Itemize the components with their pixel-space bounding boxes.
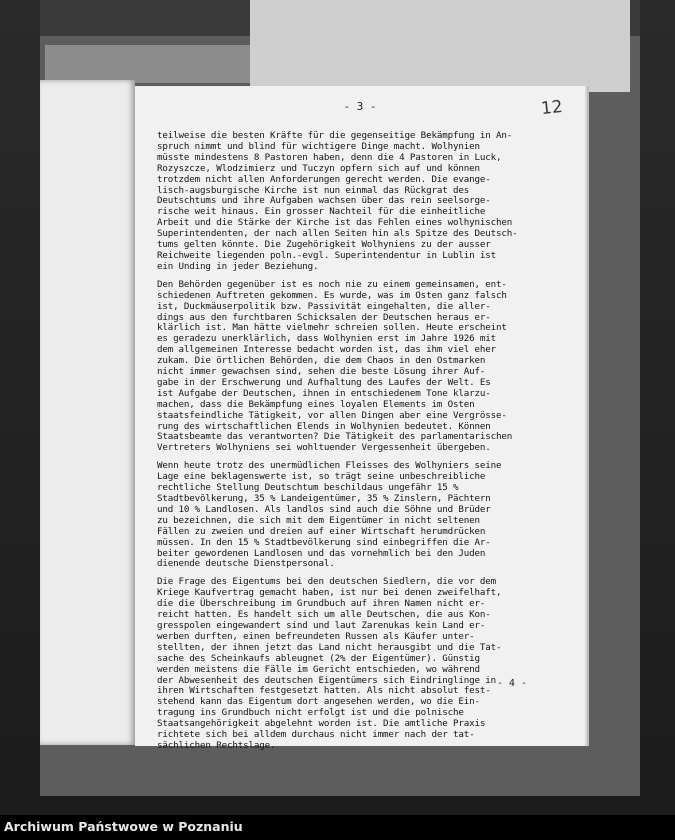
paragraph (157, 461, 577, 570)
text-line: stellten, der ihnen jetzt das Land nicht herausgibt und die Tat- (157, 641, 502, 653)
text-line: gabe in der Erschwerung und Aufhaltung des Laufes der Welt. Es (157, 376, 491, 388)
text-line: machen, dass die Bekämpfung eines loyalen Elements im Osten (157, 398, 475, 410)
text-line: rechtliche Stellung Deutschtum beschildaus ungefähr 15 % (157, 482, 459, 494)
page-text (157, 131, 577, 759)
text-line: sächlichen Rechtslage. (157, 739, 276, 751)
next-page-marker: - 4 - (496, 678, 527, 689)
text-line: zukam. Die örtlichen Behörden, die dem Chaos in den Ostmarken (157, 355, 486, 367)
text-line: Staatsbeamte das verantworten? Die Tätigkeit des parlamentarischen (157, 431, 513, 443)
text-line: werden meistens die Fälle im Gericht entschieden, wo während (157, 663, 480, 675)
text-line: rische weit hinaus. Ein grosser Nachteil für die einheitliche (157, 206, 486, 218)
text-line: trotzdem nicht allen Anforderungen gerecht werden. Die evange- (157, 173, 491, 185)
text-line: Superintendenten, der nach allen Seiten hin als Spitze des Deutsch- (157, 228, 518, 240)
text-line: Wenn heute trotz des unermüdlichen Fleisses des Wolhyniers seine (157, 460, 502, 472)
underlying-sheet (250, 0, 630, 92)
text-line: ist Aufgabe der Deutschen, ihnen in entschiedenem Tone klarzu- (157, 387, 491, 399)
text-line: Lage eine beklagenswerte ist, so trägt seine unbeschreibliche (157, 471, 486, 483)
text-line: reicht hatten. Es handelt sich um alle Deutschen, die aus Kon- (157, 609, 491, 621)
text-line: zu bezeichnen, die sich mit dem Eigentümer in nicht seltenen (157, 514, 480, 526)
text-line: Deutschtums und ihre Aufgaben wachsen über das rein seelsorge- (157, 195, 491, 207)
document-page (135, 86, 585, 751)
archive-name: Archiwum Państwowe w Poznaniu (4, 819, 243, 834)
text-line: Staatsangehörigkeit abgelehnt worden ist. Die amtliche Praxis (157, 718, 486, 730)
text-line: und 10 % Landlosen. Als landlos sind auch die Söhne und Brüder (157, 503, 491, 515)
text-line: Stadtbevölkerung, 35 % Landeigentümer, 35 % Zinslern, Pächtern (157, 493, 491, 504)
text-line: es geradezu unerklärlich, dass Wolhynien erst im Jahre 1926 mit (157, 333, 497, 345)
text-line: Kriege Kaufvertrag gemacht haben, ist nur bei denen zweifelhaft, (157, 587, 502, 599)
text-line: dem allgemeinen Interesse bedacht worden ist, das ihm viel eher (157, 344, 497, 356)
text-line: spruch nimmt und blind für wichtigere Dinge macht. Wolhynien (157, 140, 480, 152)
text-line: schiedenen Auftreten gekommen. Es wurde, was im Osten ganz falsch (157, 289, 507, 301)
paragraph (157, 280, 577, 455)
text-line: klärlich ist. Man hätte vielmehr schreien sollen. Heute erscheint (157, 322, 507, 334)
text-line: müsste mindestens 8 Pastoren haben, denn die 4 Pastoren in Luck, (157, 151, 502, 163)
text-line: dienende deutsche Dienstpersonal. (157, 558, 335, 570)
folio-number: 12 (540, 96, 564, 120)
text-line: stehend kann das Eigentum dort angesehen werden, wo die Ein- (157, 696, 480, 708)
binding-clip (45, 45, 250, 83)
paragraph (157, 131, 577, 273)
text-line: staatsfeindliche Tätigkeit, vor allen Dingen aber eine Vergrösse- (157, 409, 507, 421)
text-line: ein Unding in jeder Beziehung. (157, 260, 319, 272)
text-line: Fällen zu zweien und dreien auf einer Wirtschaft herumdrücken (157, 525, 486, 537)
text-line: richtete sich bei alldem durchaus nicht immer nach der tat- (157, 729, 475, 741)
text-line: nicht immer gewachsen sind, sehen die beste Lösung ihrer Auf- (157, 366, 486, 378)
text-line: beiter gewordenen Landlosen und das vornehmlich bei den Juden (157, 547, 486, 559)
text-line: ihren Wirtschaften festgesetzt hatten. Als nicht absolut fest- (157, 685, 491, 697)
paragraph (157, 577, 577, 752)
text-line: teilweise die besten Kräfte für die gegenseitige Bekämpfung in An- (157, 130, 513, 141)
footer-bar (0, 815, 675, 840)
text-line: müssen. In den 15 % Stadtbevölkerung sind einbegriffen die Ar- (157, 536, 491, 548)
text-line: lisch-augsburgische Kirche ist nun einmal das Rückgrat des (157, 184, 470, 196)
text-line: der Abwesenheit des deutschen Eigentümers sich Eindringlinge in (157, 674, 497, 686)
text-line: Den Behörden gegenüber ist es noch nie zu einem gemeinsamen, ent- (157, 278, 507, 290)
text-line: dings aus den furchtbaren Schicksalen der Deutschen heraus er- (157, 311, 491, 323)
text-line: tums gelten könnte. Die Zugehörigkeit Wolhyniens zu der ausser (157, 239, 491, 251)
text-line: Arbeit und die Stärke der Kirche ist das Fehlen eines wolhynischen (157, 217, 513, 229)
text-line: rung des wirtschaftlichen Elends in Wolhynien bedeutet. Können (157, 420, 491, 432)
text-line: Die Frage des Eigentums bei den deutschen Siedlern, die vor dem (157, 576, 497, 588)
page-number: - 3 - (343, 100, 377, 113)
text-line: Reichweite liegenden poln.-evgl. Superintendentur in Lublin ist (157, 249, 497, 261)
text-line: ist, Duckmäuserpolitik bzw. Passivität eingehalten, die aller- (157, 300, 491, 312)
text-line: tragung ins Grundbuch nicht erfolgt ist und die polnische (157, 707, 464, 719)
text-line: die die Überschreibung im Grundbuch auf ihren Namen nicht er- (157, 598, 486, 610)
text-line: sache des Scheinkaufs ableugnet (2% der Eigentümer). Günstig (157, 652, 480, 664)
left-page-edge (40, 80, 135, 745)
text-line: Vertreters Wolhyniens sei wohltuender Vergessenheit übergeben. (157, 442, 491, 454)
text-line: Rozyszcze, Wlodzimierz und Tuczyn opfern sich auf und können (157, 162, 480, 174)
text-line: gresspolen eingewandert sind und laut Zarenukas kein Land er- (157, 619, 486, 631)
text-line: werben durften, einen befreundeten Russen als Käufer unter- (157, 630, 475, 642)
